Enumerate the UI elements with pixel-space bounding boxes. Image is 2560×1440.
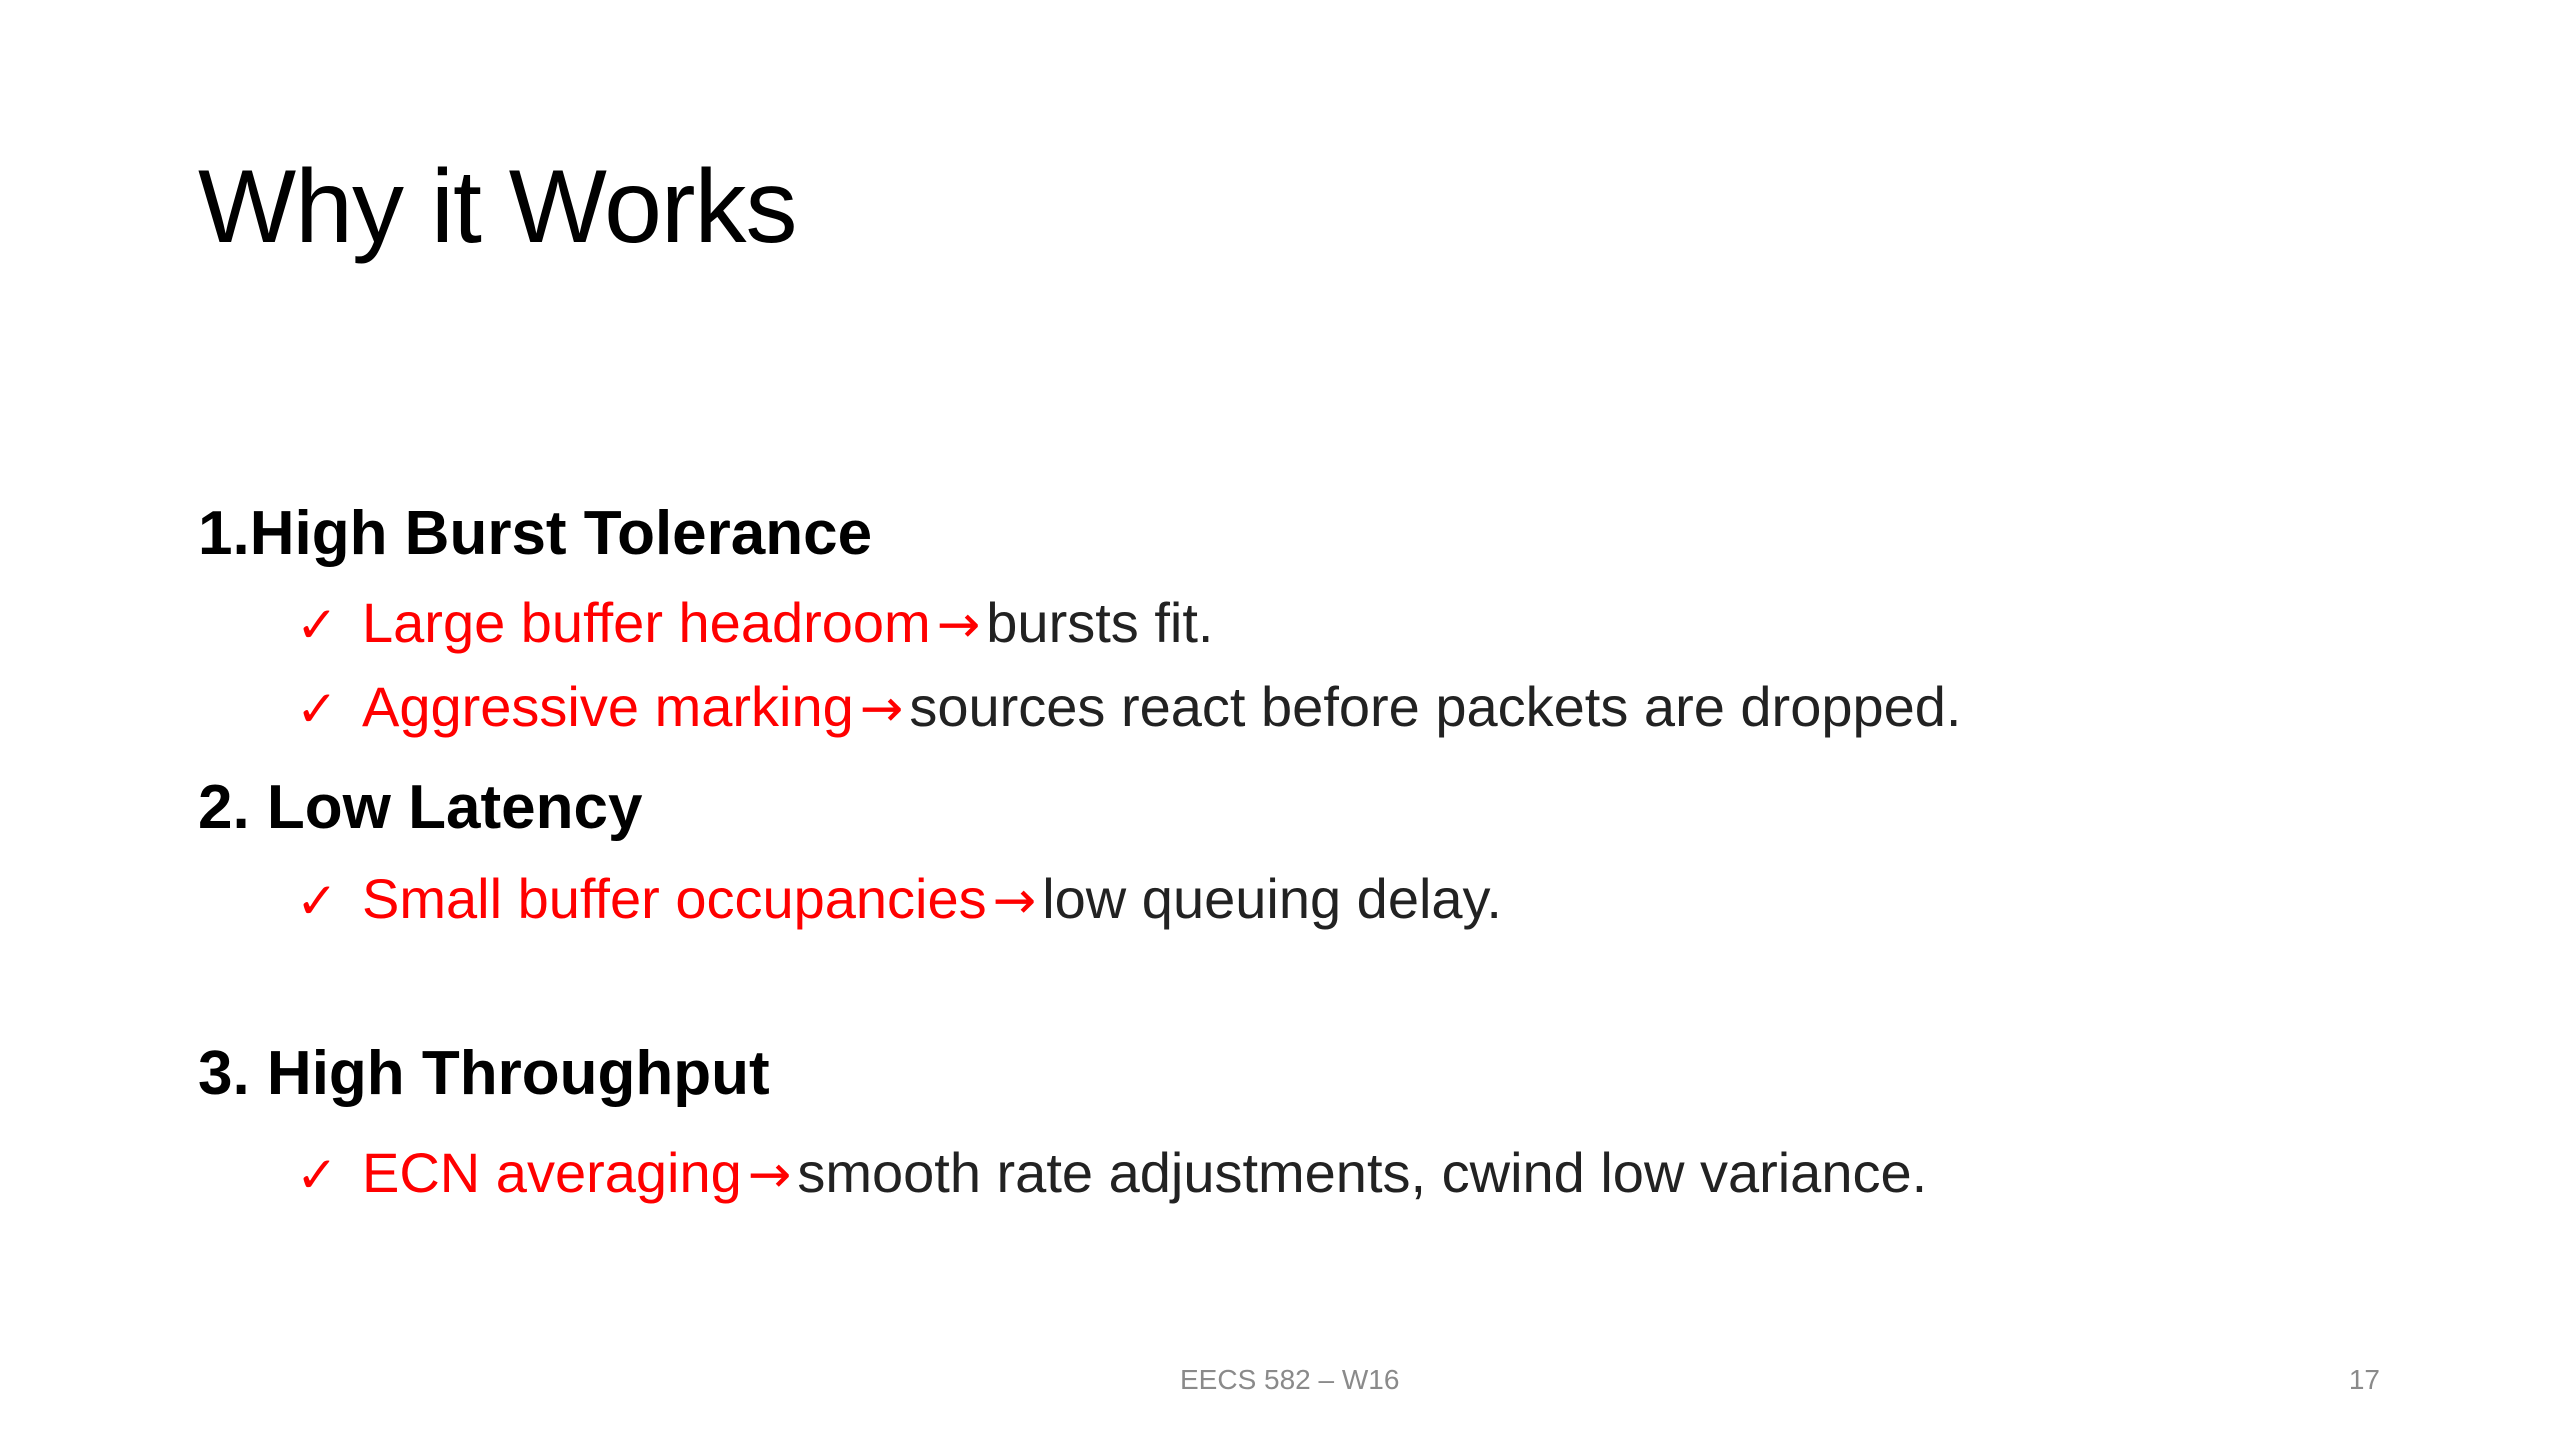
checkmark-icon: ✓: [296, 872, 338, 930]
bullet-highlight: Aggressive marking: [362, 675, 854, 738]
bullet-ecn-averaging: [296, 1142, 1927, 1204]
right-arrow-icon: →: [936, 595, 981, 655]
bullet-highlight: Large buffer headroom: [362, 591, 931, 654]
section-heading-low-latency: 2. Low Latency: [198, 773, 643, 842]
bullet-text: smooth rate adjustments, cwind low variance.: [797, 1141, 1928, 1204]
section-heading-high-throughput: 3. High Throughput: [198, 1039, 770, 1108]
bullet-highlight: Small buffer occupancies: [362, 867, 987, 930]
section-heading-burst-tolerance: 1.High Burst Tolerance: [198, 499, 873, 568]
footer-course: EECS 582 – W16: [1180, 1364, 1400, 1395]
slide-title: Why it Works: [198, 149, 797, 265]
bullet-buffer-headroom: [296, 592, 1213, 654]
bullet-text: low queuing delay.: [1042, 867, 1502, 930]
bullet-text: sources react before packets are dropped.: [909, 675, 1962, 738]
right-arrow-icon: →: [747, 1145, 792, 1205]
bullet-text: bursts fit.: [986, 591, 1214, 654]
bullet-small-buffer: [296, 868, 1502, 930]
checkmark-icon: ✓: [296, 680, 338, 738]
page-number: 17: [2348, 1364, 2380, 1395]
bullet-aggressive-marking: [296, 676, 1962, 738]
checkmark-icon: ✓: [296, 1146, 338, 1204]
bullet-highlight: ECN averaging: [362, 1141, 742, 1204]
right-arrow-icon: →: [992, 871, 1037, 931]
right-arrow-icon: →: [859, 679, 904, 739]
checkmark-icon: ✓: [296, 596, 338, 654]
